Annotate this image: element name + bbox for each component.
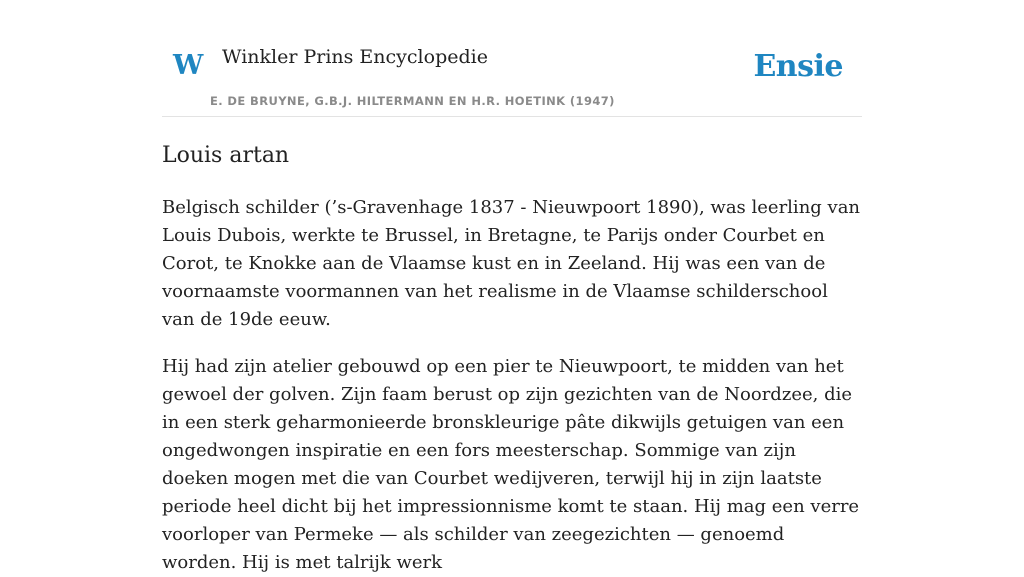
source-header: [162, 0, 862, 117]
page: [162, 0, 862, 577]
article-title: Louis artan: [162, 143, 290, 168]
source-authors: E. DE BRUYNE, G.B.J. HILTERMANN EN H.R. HOETINK (1947): [210, 94, 615, 108]
source-title[interactable]: Winkler Prins Encyclopedie: [222, 46, 488, 68]
article-paragraph-2: Hij had zijn atelier gebouwd op een pier te Nieuwpoort, te midden van het gewoel der golven. Zijn faam berust op zijn gezichten van de Noordzee, die in een sterk geharmonieerde bronskleurige pâte dikwijls getuigen van een ongedwongen inspiratie en een fors meesterschap. Sommige van zijn doeken mogen met die van Courbet wedijveren, terwijl hij in zijn laatste periode heel dicht bij het impressionnisme komt te staan. Hij mag een verre voorloper van Permeke — als schilder van zeegezichten — genoemd worden. Hij is met talrijk werk: [162, 356, 860, 573]
article-paragraph-1: Belgisch schilder (’s-Gravenhage 1837 - Nieuwpoort 1890), was leerling van Louis Dubois, werkte te Brussel, in Bretagne, te Parijs onder Courbet en Corot, te Knokke aan de Vlaamse kust en in Zeeland. Hij was een van de voornaamste voormannen van het realisme in de Vlaamse schilderschool van de 19de eeuw.: [162, 197, 861, 330]
winkler-prins-logo-icon[interactable]: W: [173, 50, 204, 81]
ensie-logo[interactable]: Ensie: [753, 49, 843, 84]
